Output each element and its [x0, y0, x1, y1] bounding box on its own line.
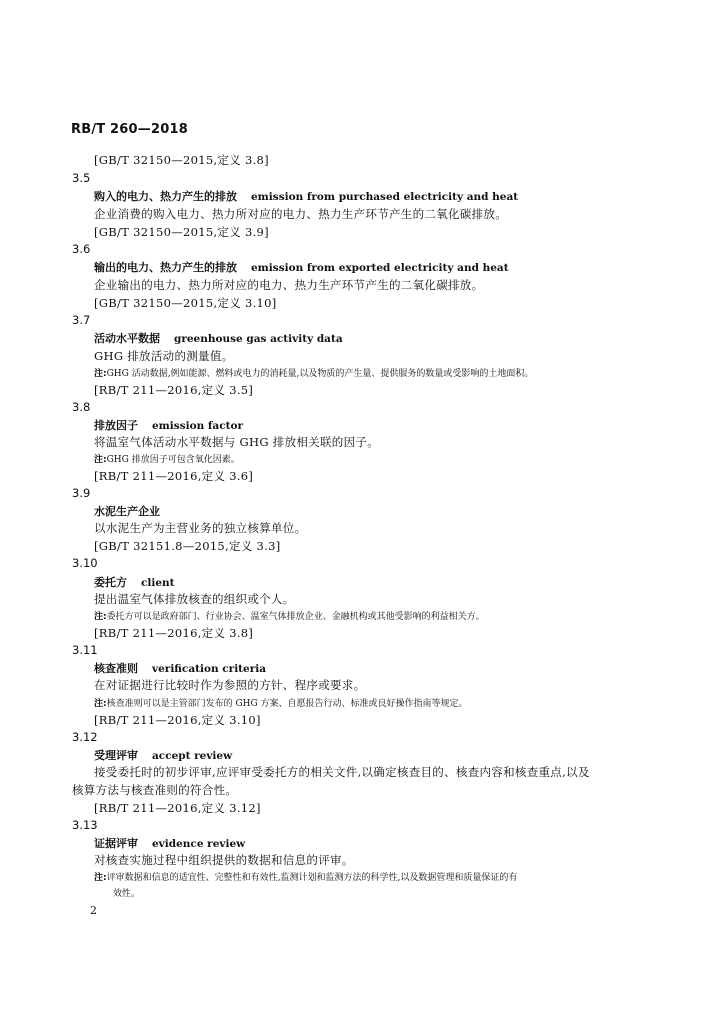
term-heading	[94, 747, 232, 763]
definition-text: 企业输出的电力、热力所对应的电力、热力生产环节产生的二氧化碳排放。	[94, 278, 484, 292]
note-label: 注:	[94, 455, 107, 465]
definition-text: 在对证据进行比较时作为参照的方针、程序或要求。	[94, 678, 366, 692]
note-label: 注:	[94, 699, 107, 709]
clause-number: 3.12	[72, 730, 98, 744]
note-body: 核查准则可以是主管部门发布的 GHG 方案、自愿报告行动、标准或良好操作指南等规定。	[106, 699, 468, 709]
clause-number: 3.7	[72, 313, 91, 327]
term-en: verification criteria	[152, 663, 267, 675]
term-en: greenhouse gas activity data	[174, 333, 343, 345]
clause-number: 3.5	[72, 171, 91, 185]
reference-line: [RB/T 211—2016,定义 3.10]	[94, 713, 261, 727]
page-number: 2	[90, 904, 97, 917]
clause-number: 3.10	[72, 556, 98, 570]
note-text	[94, 366, 533, 379]
clause-number: 3.13	[72, 818, 98, 832]
term-heading	[94, 259, 509, 275]
reference-line: [GB/T 32150—2015,定义 3.10]	[94, 296, 277, 310]
definition-text: 企业消费的购入电力、热力所对应的电力、热力生产环节产生的二氧化碳排放。	[94, 207, 507, 221]
note-label: 注:	[94, 369, 107, 379]
definition-text: 接受委托时的初步评审,应评审受委托方的相关文件,以确定核查目的、核查内容和核查重点,以及	[94, 765, 590, 779]
term-zh: 受理评审	[94, 749, 138, 762]
definition-text-continued: 核算方法与核查准则的符合性。	[72, 783, 238, 797]
reference-line: [RB/T 211—2016,定义 3.8]	[94, 626, 254, 640]
term-en: emission factor	[152, 420, 243, 432]
term-heading	[94, 574, 175, 590]
note-text	[94, 609, 485, 622]
clause-number: 3.8	[72, 400, 91, 414]
reference-line: [GB/T 32151.8—2015,定义 3.3]	[94, 539, 281, 553]
note-label: 注:	[94, 612, 107, 622]
standard-code-header: RB/T 260—2018	[71, 122, 188, 137]
note-text	[94, 452, 240, 465]
term-zh: 证据评审	[94, 837, 138, 850]
term-heading	[94, 503, 160, 519]
note-body: GHG 排放因子可包含氧化因素。	[106, 455, 240, 465]
definition-text: 对核查实施过程中组织提供的数据和信息的评审。	[94, 853, 354, 867]
note-text	[94, 870, 517, 883]
term-en: evidence review	[152, 838, 246, 850]
clause-number: 3.11	[72, 643, 98, 657]
definition-text: 以水泥生产为主营业务的独立核算单位。	[94, 521, 307, 535]
term-heading	[94, 188, 518, 204]
note-body: 委托方可以是政府部门、行业协会、温室气体排放企业、金融机构或其他受影响的利益相关方。	[106, 612, 485, 622]
term-en: client	[141, 577, 175, 589]
reference-line: [GB/T 32150—2015,定义 3.8]	[94, 153, 269, 167]
note-body: 评审数据和信息的适宜性、完整性和有效性,监测计划和监测方法的科学性,以及数据管理和质量保证的有	[106, 873, 518, 883]
definition-text: 提出温室气体排放核查的组织或个人。	[94, 592, 295, 606]
term-zh: 活动水平数据	[94, 332, 160, 345]
term-zh: 核查准则	[94, 662, 138, 675]
note-label: 注:	[94, 873, 107, 883]
term-heading	[94, 330, 343, 346]
term-en: accept review	[152, 750, 233, 762]
note-text-continued: 效性。	[113, 889, 141, 899]
definition-text: GHG 排放活动的测量值。	[94, 349, 234, 363]
clause-number: 3.6	[72, 242, 91, 256]
term-heading	[94, 660, 266, 676]
clause-number: 3.9	[72, 486, 91, 500]
reference-line: [GB/T 32150—2015,定义 3.9]	[94, 225, 269, 239]
term-heading	[94, 417, 243, 433]
term-en: emission from purchased electricity and heat	[251, 191, 519, 203]
reference-line: [RB/T 211—2016,定义 3.5]	[94, 383, 254, 397]
reference-line: [RB/T 211—2016,定义 3.6]	[94, 469, 254, 483]
term-zh: 排放因子	[94, 419, 138, 432]
term-zh: 委托方	[94, 576, 127, 589]
term-zh: 输出的电力、热力产生的排放	[94, 261, 237, 274]
term-zh: 水泥生产企业	[94, 505, 160, 518]
term-zh: 购入的电力、热力产生的排放	[94, 190, 237, 203]
note-body: GHG 活动数据,例如能源、燃料或电力的消耗量,以及物质的产生量、提供服务的数量或受影响的土地面积。	[106, 369, 534, 379]
term-en: emission from exported electricity and heat	[251, 262, 509, 274]
reference-line: [RB/T 211—2016,定义 3.12]	[94, 801, 261, 815]
note-text	[94, 696, 468, 709]
term-heading	[94, 835, 245, 851]
definition-text: 将温室气体活动水平数据与 GHG 排放相关联的因子。	[94, 435, 380, 449]
